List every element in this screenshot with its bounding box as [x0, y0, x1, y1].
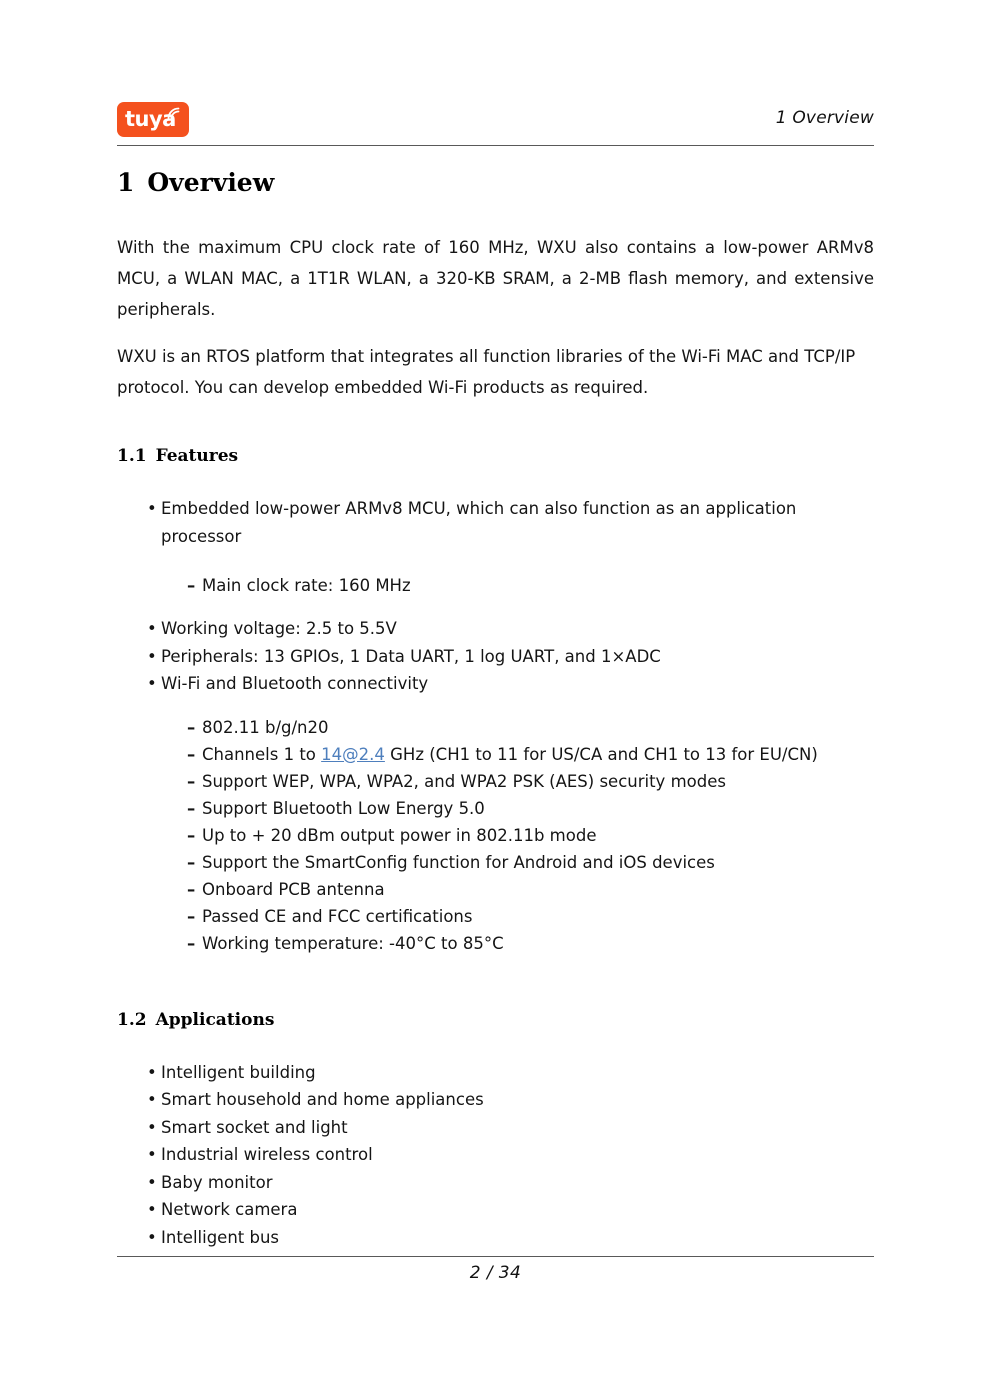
dash-glyph-icon: – [187, 798, 196, 818]
list-item [117, 930, 874, 957]
bullet-glyph-icon: • [147, 1062, 157, 1082]
list-item [117, 714, 874, 741]
list-item [117, 1086, 874, 1114]
section-number: 1 [117, 168, 135, 197]
list-item-label: Embedded low-power ARMv8 MCU, which can also function as an application processor [161, 499, 797, 546]
dash-glyph-icon: – [187, 906, 196, 926]
list-item [117, 1196, 874, 1224]
list-item-label: Intelligent building [161, 1062, 316, 1082]
list-item-label: Peripherals: 13 GPIOs, 1 Data UART, 1 log UART, and 1×ADC [161, 646, 661, 666]
list-item-label: Support WEP, WPA, WPA2, and WPA2 PSK (AES) security modes [202, 771, 726, 791]
list-item-label: Smart socket and light [161, 1117, 348, 1137]
dash-glyph-icon: – [187, 852, 196, 872]
document-content [117, 168, 874, 1251]
applications-heading [117, 1009, 874, 1031]
features-heading [117, 445, 874, 467]
list-item-label: Passed CE and FCC certifications [202, 906, 473, 926]
list-item [117, 572, 874, 599]
header-divider [117, 145, 874, 146]
running-header-title: 1 Overview [775, 108, 874, 128]
bullet-glyph-icon: • [147, 1117, 157, 1137]
channel-link[interactable]: 14@2.4 [321, 744, 385, 764]
bullet-glyph-icon: • [147, 674, 157, 693]
footer-divider [117, 1256, 874, 1257]
bullet-glyph-icon: • [147, 1227, 157, 1247]
bullet-glyph-icon: • [147, 646, 157, 666]
list-item [117, 495, 874, 550]
list-item [117, 1224, 874, 1252]
list-item [117, 615, 874, 643]
dash-glyph-icon: – [187, 717, 196, 737]
intro-paragraph-1: With the maximum CPU clock rate of 160 MHz, WXU also contains a low-power ARMv8 MCU, a WLAN MAC, a 1T1R WLAN, a 320-KB SRAM, a 2-MB flash memory, and extensive peripherals. [117, 238, 874, 319]
list-item [117, 1141, 874, 1169]
list-item [117, 670, 874, 698]
dash-glyph-icon: – [187, 744, 196, 764]
applications-list [117, 1059, 874, 1252]
list-item-label: Intelligent bus [161, 1227, 280, 1247]
list-item-label: Industrial wireless control [161, 1145, 373, 1164]
list-item [117, 849, 874, 876]
list-item [117, 1059, 874, 1087]
list-item-label: Smart household and home appliances [161, 1090, 484, 1109]
bullet-glyph-icon: • [147, 1090, 157, 1109]
bullet-glyph-icon: • [147, 499, 157, 518]
channels-prefix: Channels 1 to [202, 744, 322, 764]
bullet-glyph-icon: • [147, 1172, 157, 1192]
dash-glyph-icon: – [187, 933, 196, 953]
list-item-label: Up to + 20 dBm output power in 802.11b mode [202, 825, 597, 845]
features-sublist-wireless [117, 714, 874, 957]
list-item-label: Support the SmartConfig function for Android and iOS devices [202, 852, 715, 872]
tuya-logo [117, 102, 189, 137]
list-item-label: Support Bluetooth Low Energy 5.0 [202, 798, 485, 818]
bullet-glyph-icon: • [147, 1145, 157, 1164]
applications-number: 1.2 [117, 1009, 147, 1030]
applications-title-text: Applications [155, 1009, 275, 1030]
dash-glyph-icon: – [187, 825, 196, 845]
list-item [117, 643, 874, 671]
section-title-text: Overview [147, 168, 275, 197]
list-item [117, 795, 874, 822]
list-item-channels [117, 741, 874, 768]
wifi-arc-icon [167, 107, 180, 120]
bullet-glyph-icon: • [147, 619, 157, 638]
list-item [117, 822, 874, 849]
page-number: 2 / 34 [469, 1263, 522, 1283]
list-item [117, 903, 874, 930]
list-item-label: Onboard PCB antenna [202, 879, 385, 899]
list-item-label: Network camera [161, 1200, 298, 1219]
list-item-label: Baby monitor [161, 1172, 273, 1192]
list-item-label: Working temperature: -40°C to 85°C [202, 933, 504, 953]
intro-paragraph-2: WXU is an RTOS platform that integrates all function libraries of the Wi-Fi MAC and TCP/IP protocol. You can develop embedded Wi-Fi products as required. [117, 347, 856, 397]
list-item-label: Working voltage: 2.5 to 5.5V [161, 619, 397, 638]
features-number: 1.1 [117, 446, 147, 466]
features-list-top [117, 495, 874, 550]
page-title [117, 168, 874, 198]
bullet-glyph-icon: • [147, 1200, 157, 1219]
dash-glyph-icon: – [187, 576, 196, 595]
list-item-label: 802.11 b/g/n20 [202, 717, 329, 737]
page-header [117, 96, 874, 144]
dash-glyph-icon: – [187, 879, 196, 899]
features-title-text: Features [155, 446, 239, 466]
logo-wordmark: tuya [125, 107, 176, 131]
list-item-label: Main clock rate: 160 MHz [202, 576, 411, 595]
list-item [117, 768, 874, 795]
list-item [117, 1114, 874, 1142]
features-sublist-mcu [117, 572, 874, 599]
list-item [117, 1169, 874, 1197]
features-list-main [117, 615, 874, 698]
list-item-label: Wi-Fi and Bluetooth connectivity [161, 674, 429, 693]
channels-suffix: GHz (CH1 to 11 for US/CA and CH1 to 13 for EU/CN) [384, 744, 818, 764]
dash-glyph-icon: – [187, 771, 196, 791]
list-item [117, 876, 874, 903]
